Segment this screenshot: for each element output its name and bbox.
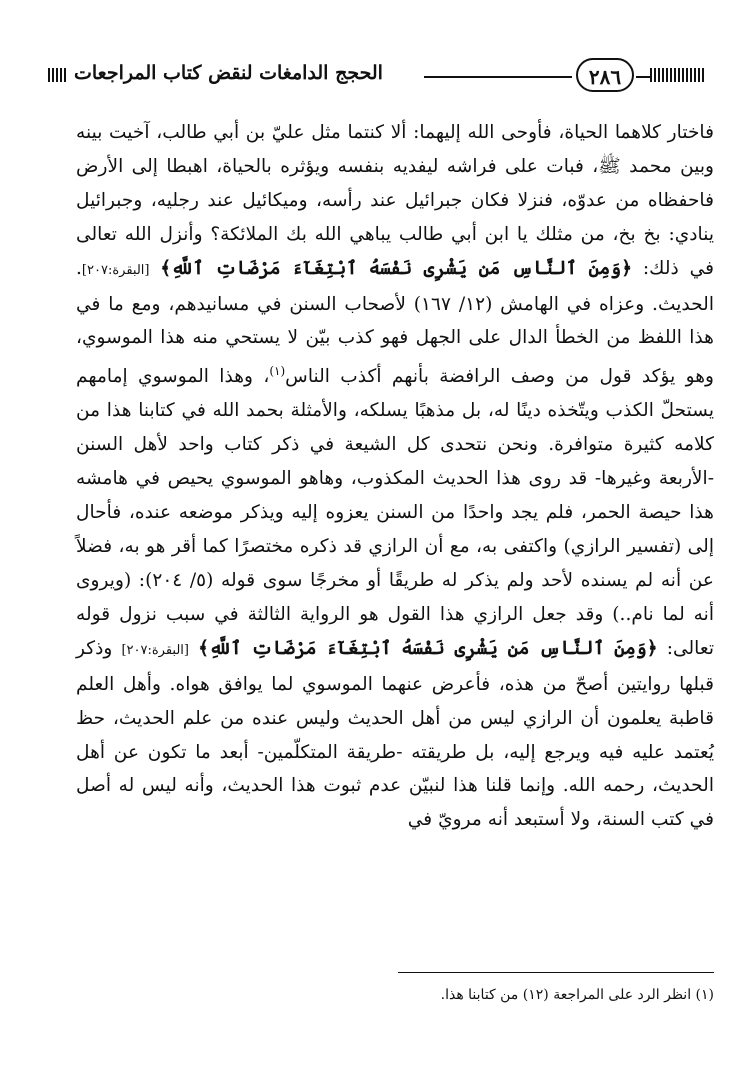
running-title: الحجج الدامغات لنقض كتاب المراجعات [74, 62, 383, 84]
verse-reference: [البقرة:٢٠٧] [81, 262, 150, 278]
page-number: ٢٨٦ [576, 58, 634, 92]
page-header [46, 56, 710, 96]
text-run: ، وهذا الموسوي إمامهم يستحلّ الكذب ويتّخذه دينًا له، بل مذهبًا يسلكه، والأمثلة بحمد الله في كتابنا هذا من كلامه كثيرة متوافرة. ونحن نتحدى كل الشيعة في ذكر كتاب واحد لأهل السنن -الأربعة وغيرها- قد روى هذا الحديث المكذوب، وهاهو الموسوي يحيص في هامشه هذا حيصة الحمر، فلم يجد واحدًا من السنن يعزوه إليه ويذكر موضعه عنده، فأحال إلى (تفسير الرازي) واكتفى به، مع أن الرازي قد ذكره مختصرًا كما أقر هو به، فضلاً عن أنه لم يسنده لأحد ولم يذكر له طريقًا أو مخرجًا سوى قوله (٥/ ٢٠٤): (ويروى أنه لما نام..) وقد جعل الرازي هذا القول هو الرواية الثالثة في سبب نزول قوله تعالى: [76, 366, 714, 659]
text-run: فاختار كلاهما الحياة، فأوحى الله إليهما: ألا كنتما مثل عليّ بن أبي طالب، آخيت بينه وبين محمد ﷺ، فبات على فراشه ليفديه بنفسه ويؤثره بالحياة، اهبطا إلى الأرض فاحفظاه من عدوّه، فنزلا فكان جبرائيل عند رأسه، وميكائيل عند رجليه، وجبرائيل ينادي: بخ بخ، من مثلك يا ابن أبي طالب يباهي الله بك الملائكة؟ وأنزل الله تعالى في ذلك: [76, 122, 714, 279]
ornament-icon [650, 68, 706, 82]
text-run: . الحديث. وعزاه في الهامش (١٢/ ١٦٧) لأصحاب السنن في مسانيدهم، ومع ما في هذا اللفظ من الخطأ الدال على الجهل فهو كذب بيّن لا يستحي منه هذا الموسوي، وهو يؤكد قول من وصف الرافضة بأنهم أكذب الناس [76, 257, 714, 388]
quran-verse: ﴿وَمِنَ ٱلنَّاسِ مَن يَشْرِى نَفْسَهُ ٱبْتِغَآءَ مَرْضَاتِ ٱللَّهِ﴾ [160, 257, 633, 279]
header-rule [636, 76, 650, 78]
header-rule [424, 76, 572, 78]
verse-reference: [البقرة:٢٠٧] [121, 642, 189, 658]
footnote: (١) انظر الرد على المراجعة (١٢) من كتابنا هذا. [440, 987, 714, 1003]
paragraph [76, 116, 714, 837]
footnote-divider [398, 972, 714, 973]
ornament-icon [48, 68, 66, 82]
footnote-marker: (١) [269, 364, 286, 379]
main-text [76, 116, 714, 837]
text-run: وذكر قبلها روايتين أصحّ من هذه، فأعرض عنهما الموسوي لما يوافق هواه. وأهل العلم قاطبة يعلمون أن الرازي ليس من أهل الحديث وليس عنده من علم الحديث، حظ يُعتمد عليه فيه ويرجع إليه، بل طريقته -طريقة المتكلّمين- أبعد ما تكون عن أهل الحديث، رحمه الله. وإنما قلنا هذا لنبيّن عدم ثبوت هذا الحديث، وأنه ليس له أصل في كتب السنة، ولا أستبعد أنه مرويّ في [76, 637, 714, 831]
quran-verse: ﴿وَمِنَ ٱلنَّاسِ مَن يَشْرِى نَفْسَهُ ٱبْتِغَآءَ مَرْضَاتِ ٱللَّهِ﴾ [198, 637, 658, 659]
